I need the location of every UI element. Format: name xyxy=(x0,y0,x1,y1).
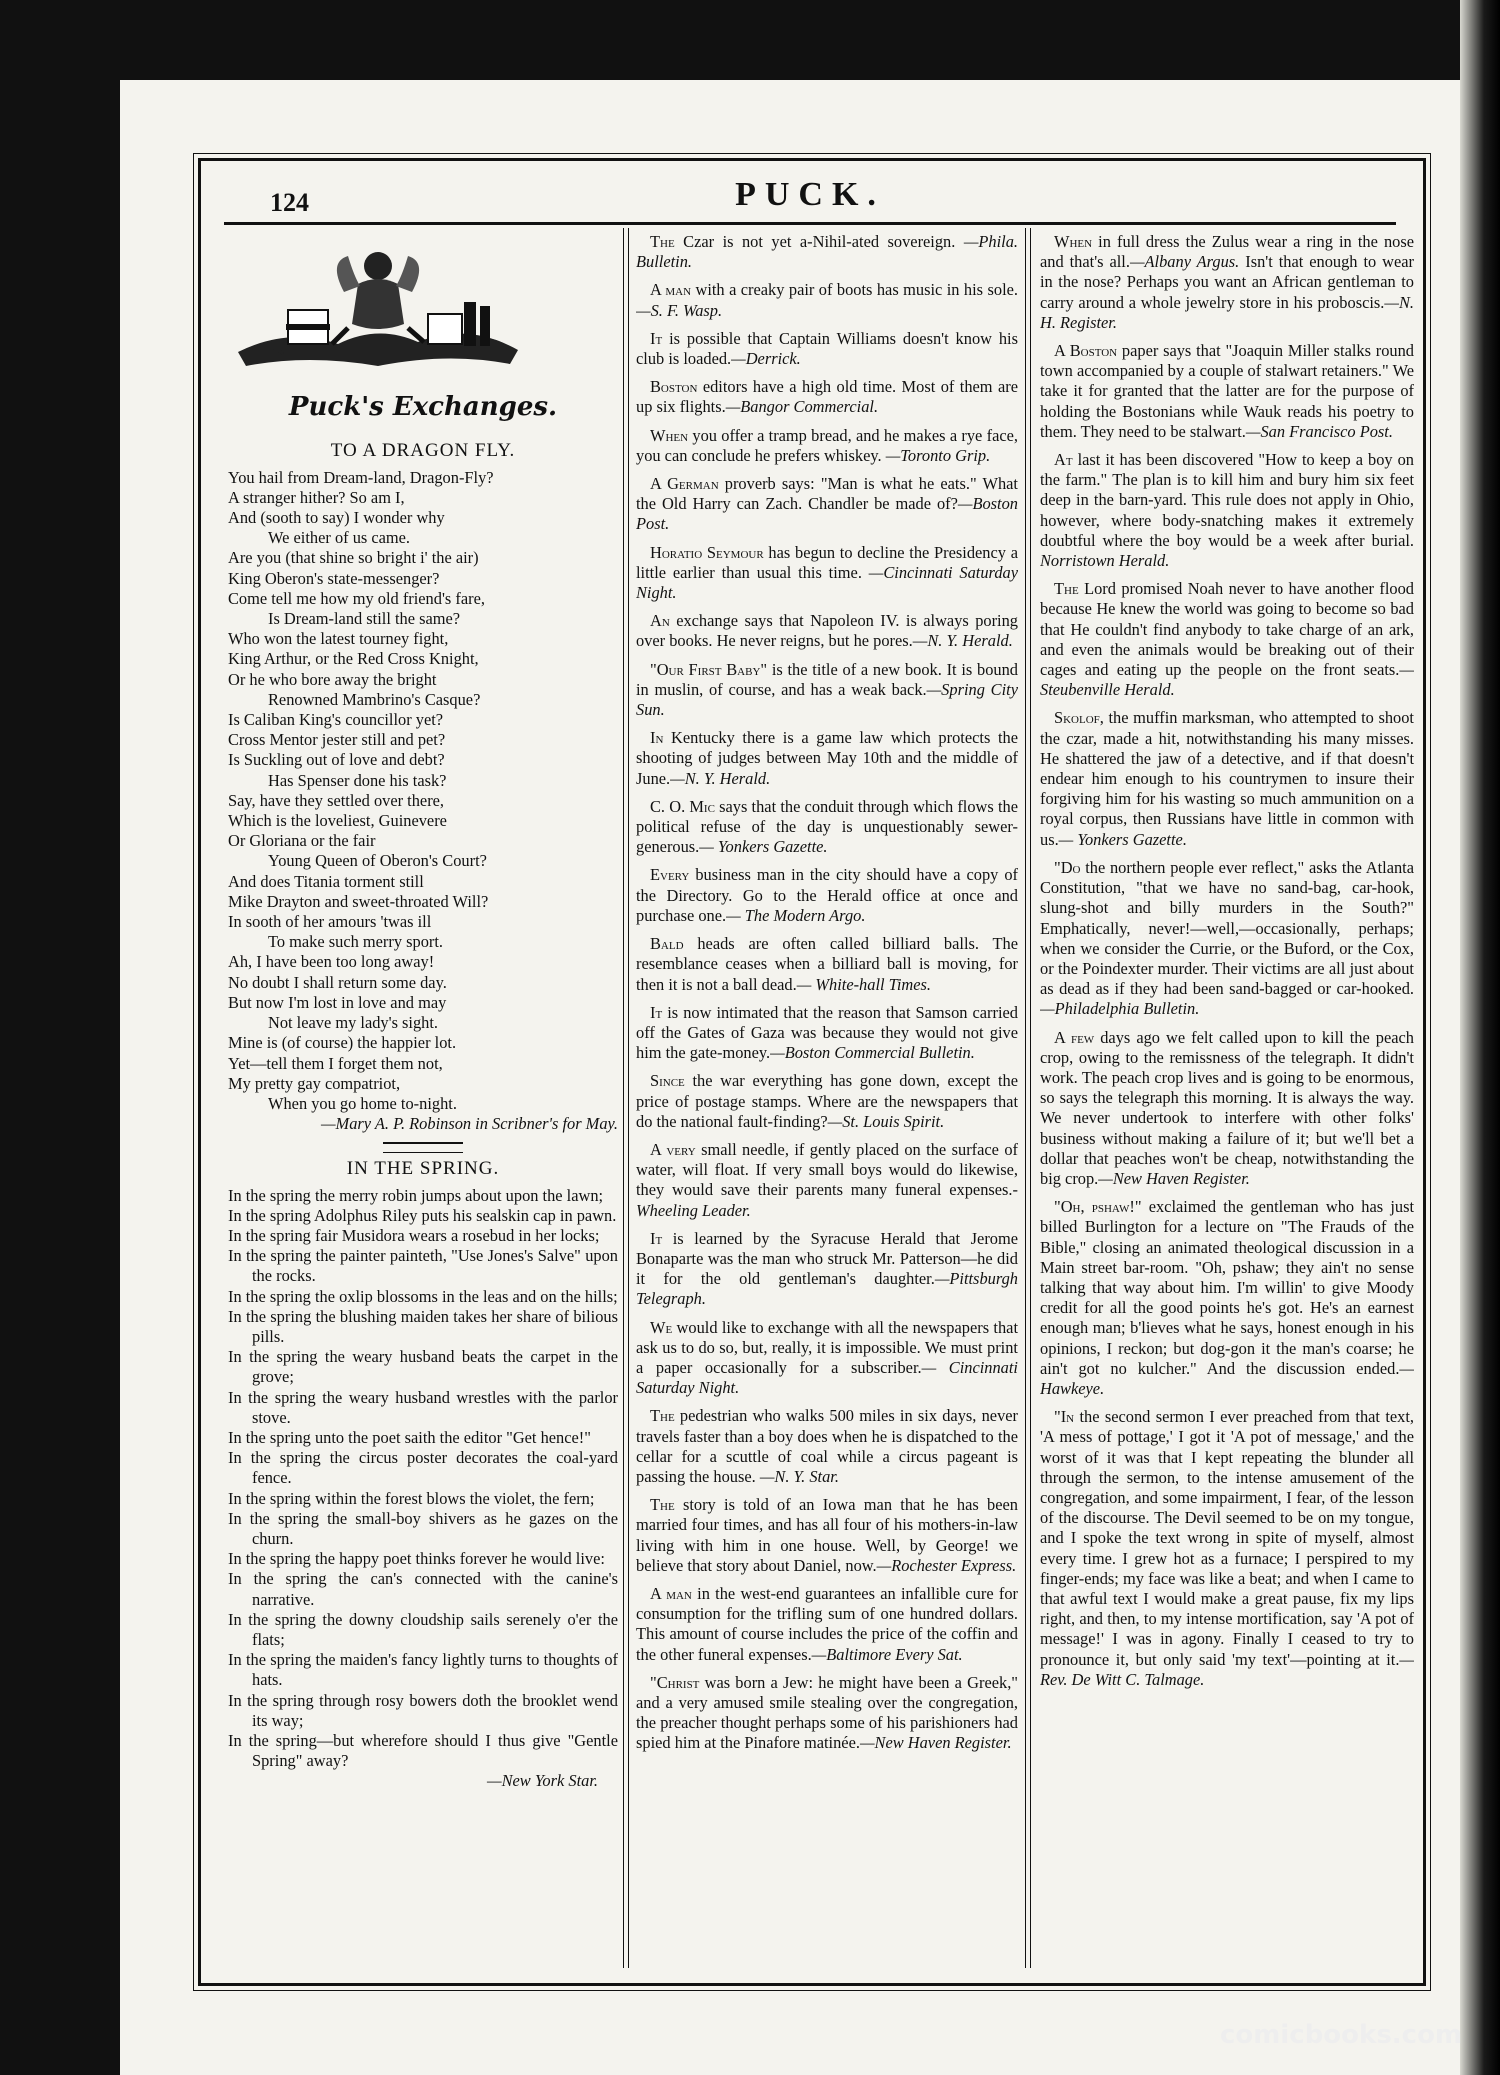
news-item xyxy=(636,1673,1018,1754)
item-lead: The xyxy=(1054,579,1079,599)
poem-line: In the spring unto the poet saith the editor "Get hence!" xyxy=(228,1427,591,1447)
item-text: would like to exchange with all the newspapers that ask us to do so, but, really, it is impossible. We must print a paper occasionally for a subscriber. xyxy=(636,1317,1018,1377)
item-source: — Yonkers Gazette. xyxy=(699,837,828,857)
item-text: story is told of an Iowa man that he has been married four times, and has all four of his mothers-in-law living with him in one house. Well, by George! we believe that story about Daniel, now. xyxy=(636,1495,1018,1575)
news-item xyxy=(1040,341,1414,442)
poem-line: Not leave my lady's sight. xyxy=(268,1013,439,1033)
item-text: is now intimated that the reason that Samson carried off the Gates of Gaza was because they would not give him the gate-money. xyxy=(636,1002,1018,1063)
poem-line: You hail from Dream-land, Dragon-Fly? xyxy=(228,467,494,487)
item-lead: At xyxy=(1054,450,1073,470)
item-source: — Yonkers Gazette. xyxy=(1058,829,1187,849)
item-source: —New Haven Register. xyxy=(1098,1168,1250,1188)
poem-line: In the spring the small-boy shivers as he gazes on the churn. xyxy=(228,1508,618,1548)
news-item xyxy=(636,329,1018,369)
poem-line: Come tell me how my old friend's fare, xyxy=(228,588,485,608)
item-lead: We xyxy=(650,1317,673,1337)
news-item xyxy=(636,1318,1018,1399)
item-lead: C. O. Mic xyxy=(650,796,715,816)
section-heading: Puck's Exchanges. xyxy=(288,392,558,423)
poem-line: In the spring through rosy bowers doth the brooklet wend its way; xyxy=(228,1690,618,1730)
item-lead: A few xyxy=(1054,1027,1095,1047)
poem-line: In the spring the oxlip blossoms in the leas and on the hills; xyxy=(228,1286,618,1306)
item-text: the northern people ever reflect," asks the Atlanta Constitution, "that we have no sand-bag, car-hook, slung-shot and billy murders in the South?" Emphatically, never!—well,—occasionally, perhaps; when we consider the Currie, or the Buford, or the Cox, or the Poindexter murder. Their victims are all just about as dead as if they had been sand-bagged or car-hooked. xyxy=(1040,857,1414,999)
item-source: —Steubenville Herald. xyxy=(1040,660,1414,700)
poem-line: Is Caliban King's councillor yet? xyxy=(228,710,444,730)
item-source: —Baltimore Every Sat. xyxy=(811,1644,963,1664)
poem-title: IN THE SPRING. xyxy=(346,1158,500,1180)
poem-line: In the spring the downy cloudship sails serenely o'er the flats; xyxy=(228,1609,618,1649)
item-text: Czar is not yet a-Nihil-ated sovereign. xyxy=(674,232,964,251)
item-source: —Derrick. xyxy=(731,349,801,369)
poem-line: In the spring the painter painteth, "Use Jones's Salve" upon the rocks. xyxy=(228,1246,618,1286)
item-text: is learned by the Syracuse Herald that Jerome Bonaparte was the man who struck Mr. Patterson—he did it for the old gentleman's daughter. xyxy=(636,1228,1018,1289)
item-text: exchange says that Napoleon IV. is always poring over books. He never reigns, but he pores. xyxy=(636,611,1018,651)
item-text: in full dress the Zulus wear a ring in the nose and that's all. xyxy=(1040,232,1414,272)
item-source: —N. Y. Star. xyxy=(759,1466,839,1486)
item-lead: In xyxy=(650,728,664,748)
item-lead: "Our First Baby" xyxy=(650,659,768,679)
column-2 xyxy=(636,232,1018,1962)
item-source: - Wheeling Leader. xyxy=(636,1180,1018,1220)
header-rule xyxy=(224,222,1396,225)
item-text: Kentucky there is a game law which protects the shooting of judges between May 10th and the middle of June. xyxy=(636,728,1018,788)
item-lead: Since xyxy=(650,1071,685,1091)
item-source: —S. F. Wasp. xyxy=(636,300,723,320)
item-text: proverb says: "Man is what he eats." What the Old Harry can Zach. Chandler be made of? xyxy=(636,474,1018,514)
poem-line: In the spring the weary husband beats the carpet in the grove; xyxy=(228,1347,618,1387)
item-lead: Skolof, xyxy=(1054,708,1104,728)
item-source: —New Haven Register. xyxy=(859,1733,1012,1753)
poem-line: Mike Drayton and sweet-throated Will? xyxy=(228,891,489,911)
poem-line: In the spring the weary husband wrestles with the parlor stove. xyxy=(228,1387,618,1427)
poem-line: No doubt I shall return some day. xyxy=(228,972,447,992)
item-source: —Hawkeye. xyxy=(1040,1358,1414,1398)
item-source: —N. Y. Herald. xyxy=(670,768,771,788)
item-lead: A very xyxy=(650,1139,696,1159)
news-item xyxy=(636,934,1018,995)
watermark: comicbooks.com xyxy=(1220,2020,1463,2050)
item-lead: When xyxy=(650,425,689,445)
news-item xyxy=(636,728,1018,789)
news-item xyxy=(636,797,1018,858)
item-text: you offer a tramp bread, and he makes a rye face, you can conclude he prefers whiskey. xyxy=(636,425,1018,465)
poem-line: In the spring the merry robin jumps about upon the lawn; xyxy=(228,1185,604,1205)
poem-line: Yet—tell them I forget them not, xyxy=(228,1053,443,1073)
poem-line: Young Queen of Oberon's Court? xyxy=(268,851,487,871)
page-header xyxy=(210,176,1410,226)
news-item xyxy=(636,611,1018,651)
item-source: — White-hall Times. xyxy=(796,974,931,994)
item-text: with a creaky pair of boots has music in his sole. xyxy=(691,280,1018,300)
item-source: —Philadelphia Bulletin. xyxy=(1040,999,1200,1019)
poem-attribution: —Mary A. P. Robinson in Scribner's for May. xyxy=(320,1114,618,1134)
news-item xyxy=(636,543,1018,604)
item-source: —Albany Argus. xyxy=(1129,252,1240,272)
item-text: is the title of a new book. It is bound in muslin, of course, and has a weak back. xyxy=(636,659,1018,699)
poem-line: Or he who bore away the bright xyxy=(228,669,437,689)
item-text: editors have a high old time. Most of them are up six flights. xyxy=(636,377,1018,417)
news-item xyxy=(1040,1028,1414,1190)
news-item xyxy=(1040,708,1414,849)
column-divider xyxy=(623,228,629,1968)
poem-line: We either of us came. xyxy=(268,528,411,548)
poem-title: TO A DRAGON FLY. xyxy=(330,440,516,462)
item-lead: Boston xyxy=(650,377,698,397)
item-lead: A Boston xyxy=(1054,341,1118,361)
poem-line: In the spring the blushing maiden takes her share of bilious pills. xyxy=(228,1306,618,1346)
news-item xyxy=(1040,450,1414,571)
column-1 xyxy=(228,232,618,1962)
poem-line: Mine is (of course) the happier lot. xyxy=(228,1033,457,1053)
item-source: —Phila. Bulletin. xyxy=(636,232,1018,272)
poem-line: King Oberon's state-messenger? xyxy=(228,568,440,588)
item-text: has begun to decline the Presidency a little earlier than usual this time. xyxy=(636,542,1018,582)
poem-line: In the spring the circus poster decorates the coal-yard fence. xyxy=(228,1448,618,1488)
item-text: in the west-end guarantees an infallible cure for consumption for the trifling sum of one hundred dollars. This amount of course includes the price of the coffin and the other funeral expenses. xyxy=(636,1583,1018,1664)
news-item xyxy=(636,660,1018,721)
poem-attribution: —New York Star. xyxy=(487,1771,598,1791)
poem-line: Renowned Mambrino's Casque? xyxy=(268,689,481,709)
poem-body xyxy=(228,1186,618,1772)
section-separator xyxy=(383,1142,463,1153)
poem-line: Who won the latest tourney fight, xyxy=(228,629,449,649)
news-item xyxy=(636,377,1018,417)
item-source: — The Modern Argo. xyxy=(726,905,866,925)
news-item xyxy=(1040,1407,1414,1690)
item-text: pedestrian who walks 500 miles in six days, never travels faster than a boy does when he is dispatched to the cellar for a scuttle of coal while a circus pageant is passing the house. xyxy=(636,1406,1018,1486)
item-text: was born a Jew: he might have been a Greek," and a very amused smile stealing over the congregation, the preacher thought perhaps some of his parishioners had spied him at the Pinafore matinée. xyxy=(636,1672,1018,1753)
item-source: —San Francisco Post. xyxy=(1245,421,1393,441)
poem-line: In the spring—but wherefore should I thus give "Gentle Spring" away? xyxy=(228,1731,618,1771)
poem-line: Or Gloriana or the fair xyxy=(228,831,376,851)
item-text: Isn't that enough to wear in the nose? Perhaps you want an African gentleman to carry around a whole jewelry store in his proboscis. xyxy=(1040,252,1414,312)
column-divider xyxy=(1025,228,1031,1968)
poem-line: In the spring Adolphus Riley puts his sealskin cap in pawn. xyxy=(228,1205,617,1225)
news-item xyxy=(636,474,1018,535)
news-item xyxy=(636,865,1018,926)
item-lead: A German xyxy=(650,474,719,494)
item-lead: It xyxy=(650,1228,663,1248)
item-lead: A man xyxy=(650,280,692,300)
item-lead: It xyxy=(650,1002,663,1022)
item-lead: An xyxy=(650,611,670,631)
news-item xyxy=(1040,858,1414,1020)
poem-line: In the spring the maiden's fancy lightly turns to thoughts of hats. xyxy=(228,1650,618,1690)
news-item xyxy=(636,1140,1018,1221)
masthead: PUCK. xyxy=(735,176,885,213)
item-source: —Rochester Express. xyxy=(876,1555,1017,1575)
item-source: —St. Louis Spirit. xyxy=(827,1111,945,1131)
item-text: Lord promised Noah never to have another flood because He knew the world was going to become so bad that He couldn't find anybody to take charge of an ark, and even the animals would be breaking out of their cages and eating up the people on the front seats. xyxy=(1040,579,1414,680)
news-item xyxy=(636,1071,1018,1132)
item-source: Norristown Herald. xyxy=(1040,551,1170,571)
poem-line: Which is the loveliest, Guinevere xyxy=(228,811,447,831)
poem-line: King Arthur, or the Red Cross Knight, xyxy=(228,649,479,669)
item-text: exclaimed the gentleman who has just billed Burlington for a lecture on "The Frauds of the Bible," closing an animated theological discussion in a Main street bar-room. "Oh, pshaw; they ain't no sense talking that way about him. I'm willin' to give Moody credit for all the good points he's got. He's an earnest enough man; b'lieves what he says, honest enough in his opinions, I reckon; but dog-gon it the man's coarse; he ain't got no kulcher." And the discussion ended. xyxy=(1040,1197,1414,1378)
poem-line: And (sooth to say) I wonder why xyxy=(228,508,445,528)
item-text: the muffin marksman, who attempted to shoot the czar, made a hit, notwithstanding his many misses. He shattered the jaw of a detective, and if that doesn't endear him enough to his countrymen to insure their forgiving him for his wasting so much ammunition on a royal corpus, then Russians have little in common with us. xyxy=(1040,708,1414,849)
news-item xyxy=(636,1584,1018,1665)
item-lead: When xyxy=(1054,232,1093,251)
poem-line: When you go home to-night. xyxy=(268,1093,457,1113)
poem-line: In the spring fair Musidora wears a rosebud in her locks; xyxy=(228,1225,600,1245)
binding-gutter xyxy=(1460,0,1500,2075)
poem-line: Is Dream-land still the same? xyxy=(268,609,461,629)
item-source: —Bangor Commercial. xyxy=(725,397,879,417)
item-lead: "Do xyxy=(1054,857,1081,877)
item-text: the war everything has gone down, except the price of postage stamps. Where are the newspapers that do the national fault-finding? xyxy=(636,1071,1018,1131)
poem-line: Cross Mentor jester still and pet? xyxy=(228,730,446,750)
item-lead: The xyxy=(650,1406,675,1426)
item-source: — Cincinnati Saturday Night. xyxy=(636,1357,1018,1398)
poem-line: A stranger hither? So am I, xyxy=(228,487,405,507)
cherub-illustration xyxy=(228,232,528,382)
item-text: days ago we felt called upon to kill the peach crop, owing to the remissness of the telegraph. It didn't work. The peach crop lives and is going to be enormous, so says the telegraph this morning. It is always the way. We never undertook to interfere with other folks' business without making a failure of it; but we'll bet a dollar that peaches won't be cheap, notwithstanding the big crop. xyxy=(1040,1027,1414,1188)
item-lead: Horatio Seymour xyxy=(650,542,764,562)
page-number: 124 xyxy=(270,188,309,217)
item-lead: "In xyxy=(1054,1407,1075,1427)
poem-line: In sooth of her amours 'twas ill xyxy=(228,912,432,932)
item-lead: The xyxy=(650,232,675,251)
item-source: —Pittsburgh Telegraph. xyxy=(636,1269,1018,1309)
item-text: small needle, if gently placed on the surface of water, will float. If very small boys would do likewise, they would save their parents many funeral expenses. xyxy=(636,1139,1018,1200)
item-lead: Bald xyxy=(650,934,684,954)
poem-line: In the spring the can's connected with the canine's narrative. xyxy=(228,1569,618,1609)
item-lead: The xyxy=(650,1495,675,1515)
news-item xyxy=(1040,232,1414,333)
news-item xyxy=(636,1406,1018,1487)
item-text: says that the conduit through which flows the political refuse of the day is unquestionably sewer-generous. xyxy=(636,796,1018,857)
item-text: is possible that Captain Williams doesn't know his club is loaded. xyxy=(636,328,1018,369)
news-item xyxy=(636,280,1018,320)
item-lead: "Christ xyxy=(650,1672,700,1692)
item-text: the second sermon I ever preached from that text, 'A mess of pottage,' I got it 'A pot of message,' and the worst of it was that I kept repeating the blunder all through the sermon, to the intense amusement of the congregation, and some impairment, I fear, of the lesson of the discourse. The Devil seemed to be on my tongue, and I spoke the text wrong in spite of myself, almost every time. I grew hot as a furnace; I perspired to my finger-ends; my face was like a beat; and when I came to that awful text I would make a great pause, fix my lips right, and then, to my intense mortification, say 'A pot of message!' I was in agony. Finally I ceased to try to pronounce it, but only said 'my text'—pointing at it. xyxy=(1040,1407,1414,1669)
item-lead: "Oh, pshaw!" xyxy=(1054,1197,1142,1217)
item-lead: It xyxy=(650,328,663,348)
item-text: paper says that "Joaquin Miller stalks round town accompanied by a couple of stalwart retainers." We take it for granted that the latter are for the purpose of holding the Bostonians while Wauk reads his poetry to them. They need to be stalwart. xyxy=(1040,341,1414,441)
news-item xyxy=(636,1003,1018,1064)
item-text: business man in the city should have a copy of the Directory. Go to the Herald office at once and purchase one. xyxy=(636,865,1018,925)
news-item xyxy=(636,1229,1018,1310)
news-item xyxy=(1040,1197,1414,1399)
item-source: —N. H. Register. xyxy=(1040,292,1414,332)
item-source: —Toronto Grip. xyxy=(885,445,991,465)
item-source: —Rev. De Witt C. Talmage. xyxy=(1040,1649,1414,1689)
item-lead: Every xyxy=(650,865,690,885)
poem-line: In the spring the happy poet thinks forever he would live: xyxy=(228,1549,605,1569)
poem-line: Has Spenser done his task? xyxy=(268,770,447,790)
item-source: —Cincinnati Saturday Night. xyxy=(636,562,1018,603)
news-item xyxy=(636,426,1018,466)
poem-line: My pretty gay compatriot, xyxy=(228,1073,401,1093)
poem-line: Say, have they settled over there, xyxy=(228,790,445,810)
item-text: last it has been discovered "How to keep a boy on the farm." The plan is to kill him and bury him six feet deep in the barn-yard. This rule does not apply in Ohio, however, where body-snatching makes it extremely doubtful where the boy would be a week after burial. xyxy=(1040,450,1414,550)
item-text: heads are often called billiard balls. The resemblance ceases when a billiard ball is moving, for then it is not a ball dead. xyxy=(636,934,1018,994)
news-item xyxy=(636,1495,1018,1576)
poem-line: But now I'm lost in love and may xyxy=(228,992,447,1012)
item-lead: A man xyxy=(650,1583,692,1603)
poem-line: In the spring within the forest blows the violet, the fern; xyxy=(228,1488,595,1508)
news-item xyxy=(1040,579,1414,700)
poem-line: Ah, I have been too long away! xyxy=(228,952,435,972)
poem-line: To make such merry sport. xyxy=(268,932,444,952)
item-source: —Spring City Sun. xyxy=(636,679,1018,720)
poem-line: Are you (that shine so bright i' the air) xyxy=(228,548,479,568)
poem-line: Is Suckling out of love and debt? xyxy=(228,750,445,770)
poem-line: And does Titania torment still xyxy=(228,871,424,891)
poem-body xyxy=(228,468,618,1115)
item-source: —N. Y. Herald. xyxy=(912,631,1013,651)
item-source: —Boston Post. xyxy=(636,494,1018,534)
news-item xyxy=(636,232,1018,272)
item-source: —Boston Commercial Bulletin. xyxy=(770,1043,975,1063)
column-3 xyxy=(1040,232,1414,1962)
